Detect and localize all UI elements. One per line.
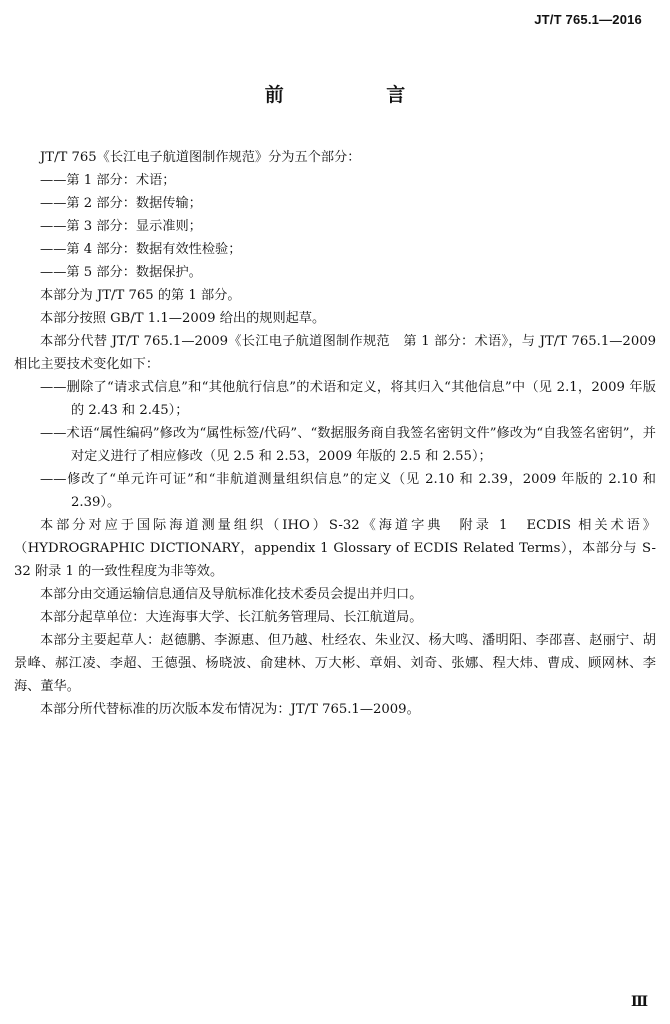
part-item: ——第 3 部分：显示准则； xyxy=(40,219,202,234)
correspondence-statement: 本部分对应于国际海道测量组织（IHO）S-32《海道字典 附录 1 ECDIS 相关术语》（HYDROGRAPHIC DICTIONARY，appendix 1 Glossary of ECDIS Related Terms），本部分与 S-32 附录 1 的一致性程度为非等效。 xyxy=(14,518,656,579)
part-item: ——第 4 部分：数据有效性检验； xyxy=(40,242,242,257)
document-code: JT/T 765.1—2016 xyxy=(534,12,642,27)
part-statement: 本部分为 JT/T 765 的第 1 部分。 xyxy=(40,288,241,303)
drafters: 本部分主要起草人：赵德鹏、李源惠、但乃越、杜经农、朱业汉、杨大鸣、潘明阳、李邵喜、赵丽宁、胡景峰、郝江凌、李超、王德强、杨晓波、俞建林、万大彬、章娟、刘奇、张娜、程大炜、曹成、顾网林、李海、董华。 xyxy=(14,633,656,694)
part-item: ——第 2 部分：数据传输； xyxy=(40,196,202,211)
replacement-statement: 本部分代替 JT/T 765.1—2009《长江电子航道图制作规范 第 1 部分：术语》，与 JT/T 765.1—2009 相比主要技术变化如下： xyxy=(14,334,656,372)
intro-paragraph: JT/T 765《长江电子航道图制作规范》分为五个部分： xyxy=(40,150,361,165)
change-item: ——删除了“请求式信息”和“其他航行信息”的术语和定义，将其归入“其他信息”中（见 2.1，2009 年版的 2.43 和 2.45）； xyxy=(40,380,656,418)
part-item: ——第 5 部分：数据保护。 xyxy=(40,265,202,280)
page-number: Ⅲ xyxy=(630,994,648,1010)
history-statement: 本部分所代替标准的历次版本发布情况为：JT/T 765.1—2009。 xyxy=(40,702,420,717)
drafting-units: 本部分起草单位：大连海事大学、长江航务管理局、长江航道局。 xyxy=(40,610,423,625)
change-item: ——修改了“单元许可证”和“非航道测量组织信息”的定义（见 2.10 和 2.39，2009 年版的 2.10 和 2.39）。 xyxy=(40,472,656,510)
proposer-statement: 本部分由交通运输信息通信及导航标准化技术委员会提出并归口。 xyxy=(40,587,423,602)
foreword-body xyxy=(14,146,656,721)
part-item: ——第 1 部分：术语； xyxy=(40,173,176,188)
change-item: ——术语“属性编码”修改为“属性标签/代码”、“数据服务商自我签名密钥文件”修改为“自我签名密钥”，并对定义进行了相应修改（见 2.5 和 2.53，2009 年版的 2.5 和 2.55）； xyxy=(40,426,656,464)
page-title: 前 言 xyxy=(264,84,454,106)
drafting-rule: 本部分按照 GB/T 1.1—2009 给出的规则起草。 xyxy=(40,311,326,326)
